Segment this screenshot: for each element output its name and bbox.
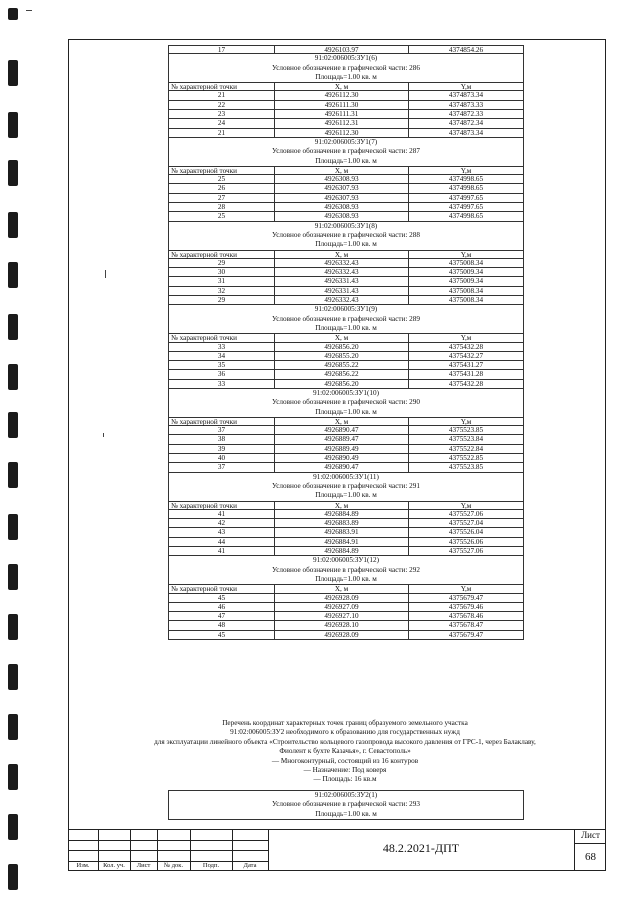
point-cell: 29: [169, 259, 275, 267]
table-header: [168, 417, 524, 426]
x-cell: 4926111.30: [275, 101, 409, 109]
header-point: № характерной точки: [169, 167, 275, 174]
y-cell: 4375678.47: [448, 621, 484, 630]
table-row: [168, 129, 524, 138]
y-cell: 4375679.46: [448, 602, 484, 611]
col-label: Дата: [243, 862, 257, 869]
parcel-area: Площадь=1.00 кв. м: [168, 575, 524, 584]
parcel-legend: Условное обозначение в графической части: 290: [168, 398, 524, 407]
header-x: Х, м: [275, 83, 409, 90]
x-cell: 4926890.49: [275, 454, 409, 462]
parcel-id: 91:02:006005:ЗУ1(6): [168, 54, 524, 63]
y-cell: 4374997.65: [448, 203, 484, 212]
y-cell: 4375679.47: [448, 630, 484, 639]
header-point: № характерной точки: [169, 334, 275, 341]
listing-line: — Многоконтурный, состоящий из 16 контуров: [271, 756, 419, 765]
table-row: [168, 352, 524, 361]
header-y: Y,м: [460, 83, 472, 92]
point-cell: 22: [169, 101, 275, 109]
point-cell: 25: [169, 212, 275, 220]
listing-line: для эксплуатации линейного объекта «Строительство кольцевого газопровода высокого давления от ГРС-1, через Балаклаву,: [154, 737, 536, 746]
point-cell: 27: [169, 194, 275, 202]
x-cell: 4926889.47: [275, 435, 409, 443]
x-cell: 4926890.47: [275, 463, 409, 471]
y-cell: 4375432.27: [448, 351, 484, 360]
table-row: [168, 343, 524, 352]
table-row: [168, 463, 524, 472]
listing-line: 91:02:006005:ЗУ2 необходимого к образованию для государственных нужд: [230, 728, 460, 737]
table-row: [168, 445, 524, 454]
point-cell: 21: [169, 129, 275, 137]
table-row: [168, 594, 524, 603]
header-point: № характерной точки: [169, 585, 275, 592]
y-cell: 4375523.85: [448, 463, 484, 472]
table-row: [168, 268, 524, 277]
header-x: Х, м: [275, 251, 409, 258]
point-cell: 41: [169, 510, 275, 518]
table-header: [168, 501, 524, 510]
x-cell: 4926111.31: [275, 110, 409, 118]
point-cell: 38: [169, 435, 275, 443]
listing-line: — Площадь: 16 кв.м: [313, 775, 377, 784]
y-cell: 4374873.34: [448, 128, 484, 137]
x-cell: 4926112.31: [275, 119, 409, 127]
parcel-id: 91:02:006005:ЗУ1(12): [168, 556, 524, 565]
point-cell: 26: [169, 184, 275, 192]
header-x: Х, м: [275, 334, 409, 341]
point-cell: 23: [169, 110, 275, 118]
y-cell: 4375526.06: [448, 537, 484, 546]
y-cell: 4375527.06: [448, 509, 484, 518]
parcel-legend: Условное обозначение в графической части: 289: [168, 315, 524, 324]
y-cell: 4374872.33: [448, 110, 484, 119]
x-cell: 4926331.43: [275, 287, 409, 295]
table-row: [168, 296, 524, 305]
parcel-area: Площадь=1.00 кв. м: [168, 491, 524, 500]
x-cell: 4926856.22: [275, 370, 409, 378]
x-cell: 4926856.20: [275, 380, 409, 388]
y-cell: 4375522.84: [448, 444, 484, 453]
table-row: [168, 621, 524, 630]
y-cell: 4375008.34: [448, 296, 484, 305]
table-row: [168, 119, 524, 128]
parcel-area: Площадь=1.00 кв. м: [168, 73, 524, 82]
point-cell: 37: [169, 463, 275, 471]
table-row: [168, 203, 524, 212]
x-cell: 4926308.93: [275, 175, 409, 183]
x-cell: 4926928.09: [275, 631, 409, 639]
table-row: [168, 212, 524, 221]
header-point: № характерной точки: [169, 251, 275, 258]
header-x: Х, м: [275, 502, 409, 509]
table-row: [168, 175, 524, 184]
y-cell: 4375526.04: [448, 528, 484, 537]
x-cell: 4926112.30: [275, 91, 409, 99]
header-y: Y,м: [460, 501, 472, 510]
point-cell: 45: [169, 631, 275, 639]
parcel-id: 91:02:006005:ЗУ1(10): [168, 389, 524, 398]
y-cell: 4375432.28: [448, 379, 484, 388]
x-cell: 4926332.43: [275, 296, 409, 304]
parcel-id: 91:02:006005:ЗУ2(1): [314, 791, 378, 799]
table-row: [168, 380, 524, 389]
table-row: [168, 184, 524, 193]
point-cell: 17: [169, 46, 275, 53]
y-cell: 4374873.34: [448, 91, 484, 100]
table-row: [168, 277, 524, 286]
table-row: [168, 612, 524, 621]
table-row: [168, 603, 524, 612]
table-header: [168, 250, 524, 259]
point-cell: 36: [169, 370, 275, 378]
col-label: Лист: [136, 862, 151, 869]
x-cell: 4926332.43: [275, 268, 409, 276]
point-cell: 44: [169, 538, 275, 546]
x-cell: 4926927.10: [275, 612, 409, 620]
x-cell: 4926927.09: [275, 603, 409, 611]
header-x: Х, м: [275, 585, 409, 592]
table-row: [168, 194, 524, 203]
point-cell: 48: [169, 621, 275, 629]
table-row: [168, 361, 524, 370]
table-row: [168, 528, 524, 537]
x-cell: 4926855.20: [275, 352, 409, 360]
col-label: № док.: [163, 862, 184, 869]
table-row: [168, 435, 524, 444]
header-x: Х, м: [275, 167, 409, 174]
point-cell: 33: [169, 343, 275, 351]
point-cell: 35: [169, 361, 275, 369]
header-y: Y,м: [460, 417, 472, 426]
x-cell: 4926884.89: [275, 547, 409, 555]
y-cell: 4375008.34: [448, 286, 484, 295]
x-cell: 4926889.49: [275, 445, 409, 453]
point-cell: 41: [169, 547, 275, 555]
point-cell: 33: [169, 380, 275, 388]
header-point: № характерной точки: [169, 418, 275, 425]
point-cell: 43: [169, 528, 275, 536]
point-cell: 32: [169, 287, 275, 295]
x-cell: 4926307.93: [275, 184, 409, 192]
table-row: [168, 631, 524, 640]
col-label: Подп.: [202, 862, 220, 869]
parcel-area: Площадь=1.00 кв. м: [168, 240, 524, 249]
y-cell: 4375522.85: [448, 454, 484, 463]
table-row: [168, 110, 524, 119]
point-cell: 45: [169, 594, 275, 602]
y-cell: 4375008.34: [448, 258, 484, 267]
col-label: Кол. уч.: [103, 862, 125, 869]
point-cell: 37: [169, 426, 275, 434]
parcel-area: Площадь=1.00 кв. м: [315, 809, 377, 818]
final-parcel-header: [168, 790, 524, 820]
x-cell: 4926855.22: [275, 361, 409, 369]
y-cell: 4375527.04: [448, 519, 484, 528]
table-row: [168, 519, 524, 528]
listing-line: Перечень координат характерных точек границ образуемого земельного участка: [222, 719, 468, 727]
y-cell: 4374872.34: [448, 119, 484, 128]
header-point: № характерной точки: [169, 83, 275, 90]
y-cell: 4374997.65: [448, 193, 484, 202]
table-row: [168, 45, 524, 54]
table-row: [168, 538, 524, 547]
document-code: 48.2.2021-ДПТ: [382, 841, 460, 855]
point-cell: 39: [169, 445, 275, 453]
point-cell: 25: [169, 175, 275, 183]
point-cell: 24: [169, 119, 275, 127]
parcel-legend: Условное обозначение в графической части: 287: [168, 147, 524, 156]
point-cell: 29: [169, 296, 275, 304]
x-cell: 4926103.97: [275, 46, 409, 53]
table-row: [168, 101, 524, 110]
parcel-id: 91:02:006005:ЗУ1(8): [168, 222, 524, 231]
y-cell: 4375523.85: [448, 426, 484, 435]
table-header: [168, 82, 524, 91]
y-cell: 4374998.65: [448, 175, 484, 184]
x-cell: 4926928.09: [275, 594, 409, 602]
table-row: [168, 510, 524, 519]
point-cell: 30: [169, 268, 275, 276]
point-cell: 31: [169, 277, 275, 285]
header-y: Y,м: [460, 585, 472, 594]
parcel-legend: Условное обозначение в графической части: 288: [168, 231, 524, 240]
point-cell: 47: [169, 612, 275, 620]
col-label: Изм.: [76, 862, 90, 869]
y-cell: 4375431.27: [448, 361, 484, 370]
header-y: Y,м: [460, 334, 472, 343]
header-x: Х, м: [275, 418, 409, 425]
y-cell: 4374854.26: [448, 46, 484, 54]
y-cell: 4375009.34: [448, 277, 484, 286]
sheet-number: 68: [585, 851, 596, 863]
parcel-area: Площадь=1.00 кв. м: [168, 408, 524, 417]
table-header: [168, 584, 524, 593]
listing-line: — Назначение: Под коверя: [303, 766, 387, 775]
x-cell: 4926331.43: [275, 277, 409, 285]
coordinate-tables: [168, 45, 524, 640]
parcel-id: 91:02:006005:ЗУ1(9): [168, 305, 524, 314]
y-cell: 4374998.65: [448, 212, 484, 221]
point-cell: 21: [169, 91, 275, 99]
x-cell: 4926332.43: [275, 259, 409, 267]
table-row: [168, 91, 524, 100]
table-header: [168, 333, 524, 342]
y-cell: 4375432.28: [448, 342, 484, 351]
point-cell: 28: [169, 203, 275, 211]
x-cell: 4926884.91: [275, 538, 409, 546]
y-cell: 4374873.33: [448, 100, 484, 109]
x-cell: 4926928.10: [275, 621, 409, 629]
y-cell: 4374998.65: [448, 184, 484, 193]
x-cell: 4926856.20: [275, 343, 409, 351]
x-cell: 4926112.30: [275, 129, 409, 137]
parcel-legend: Условное обозначение в графической части: 291: [168, 482, 524, 491]
parcel-listing: [110, 719, 580, 785]
x-cell: 4926890.47: [275, 426, 409, 434]
y-cell: 4375527.06: [448, 547, 484, 556]
point-cell: 40: [169, 454, 275, 462]
x-cell: 4926883.91: [275, 528, 409, 536]
header-point: № характерной точки: [169, 502, 275, 509]
table-row: [168, 547, 524, 556]
x-cell: 4926308.93: [275, 212, 409, 220]
point-cell: 42: [169, 519, 275, 527]
header-y: Y,м: [460, 250, 472, 259]
y-cell: 4375678.46: [448, 612, 484, 621]
y-cell: 4375431.28: [448, 370, 484, 379]
point-cell: 46: [169, 603, 275, 611]
header-y: Y,м: [460, 166, 472, 175]
parcel-legend: Условное обозначение в графической части: 286: [168, 64, 524, 73]
y-cell: 4375679.47: [448, 593, 484, 602]
listing-line: Фиолент к бухте Казачья», г. Севастополь»: [279, 747, 411, 756]
table-row: [168, 259, 524, 268]
table-row: [168, 454, 524, 463]
y-cell: 4375523.84: [448, 435, 484, 444]
table-row: [168, 287, 524, 296]
x-cell: 4926308.93: [275, 203, 409, 211]
point-cell: 34: [169, 352, 275, 360]
sheet-label: Лист: [581, 830, 600, 840]
parcel-id: 91:02:006005:ЗУ1(11): [168, 473, 524, 482]
parcel-legend: Условное обозначение в графической части: 293: [272, 800, 420, 809]
parcel-legend: Условное обозначение в графической части: 292: [168, 566, 524, 575]
x-cell: 4926307.93: [275, 194, 409, 202]
x-cell: 4926884.89: [275, 510, 409, 518]
table-row: [168, 426, 524, 435]
x-cell: 4926883.89: [275, 519, 409, 527]
parcel-area: Площадь=1.00 кв. м: [168, 157, 524, 166]
table-header: [168, 166, 524, 175]
y-cell: 4375009.34: [448, 268, 484, 277]
parcel-area: Площадь=1.00 кв. м: [168, 324, 524, 333]
table-row: [168, 370, 524, 379]
parcel-id: 91:02:006005:ЗУ1(7): [168, 138, 524, 147]
